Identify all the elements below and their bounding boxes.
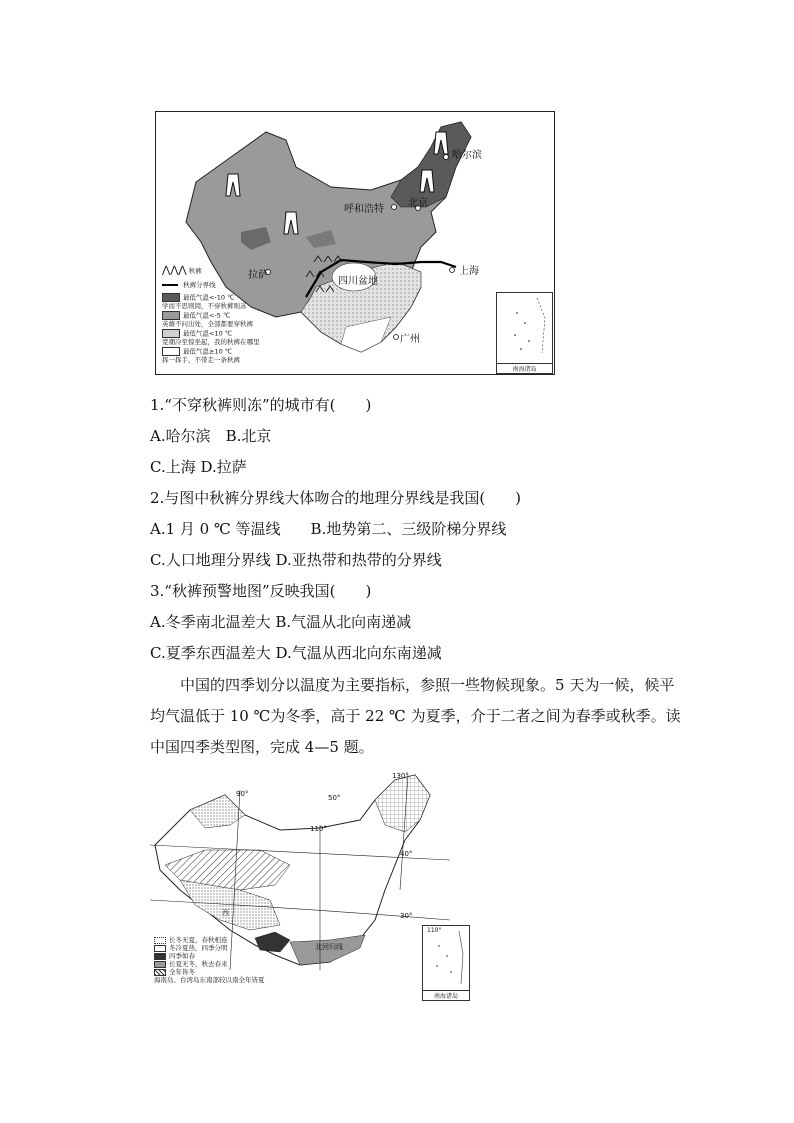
- question-2-option-ab: A.1 月 0 ℃ 等温线 B.地势第二、三级阶梯分界线: [150, 520, 507, 538]
- legend-item-3-line1: 最低气温<10 ℃: [183, 329, 233, 338]
- legend-item-4-line1: 最低气温≥10 ℃: [183, 347, 233, 356]
- tropic-label: 北回归线: [315, 943, 343, 951]
- legend2-swatch-3: [154, 953, 166, 960]
- question-1-option-cd: C.上海 D.拉萨: [150, 458, 247, 476]
- legend2-item-1: 长冬无夏，春秋相连: [169, 936, 228, 944]
- deg-90: 90°: [236, 790, 249, 798]
- deg-30: 30°: [400, 912, 413, 920]
- legend-swatch-3: [162, 329, 180, 338]
- inset-islands: [497, 293, 552, 363]
- inset-deg-110: 110°: [427, 927, 442, 934]
- city-xi: 西: [222, 909, 229, 917]
- question-1-stem: 1.“不穿秋裤则冻”的城市有( ): [150, 396, 372, 414]
- legend-item-4-line2: 挥一挥手，不带走一条秋裤: [162, 356, 240, 364]
- legend2-swatch-5: [154, 969, 166, 976]
- city-guangzhou: 广州: [400, 334, 420, 345]
- legend-item-2-line1: 最低气温<-5 ℃: [183, 311, 231, 320]
- four-seasons-map: [150, 770, 480, 1002]
- deg-40: 40°: [400, 850, 413, 858]
- legend-swatch-1: [162, 293, 180, 302]
- question-3-stem: 3.“秋裤预警地图”反映我国( ): [150, 582, 372, 600]
- legend2-item-4: 长夏无冬，秋去春来: [169, 960, 228, 968]
- city-harbin: 哈尔滨: [452, 150, 482, 161]
- city-hohhot: 呼和浩特: [344, 204, 384, 215]
- inset-label: 南海诸岛: [497, 363, 552, 373]
- deg-130: 130°: [392, 772, 409, 780]
- question-3-option-ab: A.冬季南北温差大 B.气温从北向南递减: [150, 613, 412, 631]
- question-2-option-cd: C.人口地理分界线 D.亚热带和热带的分界线: [150, 551, 442, 569]
- deg-110: 110°: [310, 825, 327, 833]
- map1-legend: [162, 267, 302, 365]
- city-beijing: 北京: [408, 198, 428, 209]
- legend-item-3-line2: 宽潮冷至惊坐起，我的秋裤在哪里: [162, 338, 260, 346]
- legend2-swatch-4: [154, 961, 166, 968]
- city-sichuan: 四川盆地: [338, 276, 378, 287]
- legend2-item-3: 四季如春: [169, 952, 195, 960]
- boundary-line-swatch: [162, 284, 178, 286]
- legend2-item-5: 全年皆冬: [169, 968, 195, 976]
- northeast-region: [391, 122, 471, 207]
- legend-item-1-line1: 最低气温<-10 ℃: [183, 293, 235, 302]
- pants-icon: ⋀⋀⋀: [162, 265, 187, 276]
- deg-50: 50°: [328, 794, 341, 802]
- map1-inset: [496, 292, 553, 374]
- map2-inset: [422, 925, 470, 1001]
- inset2-label: 南海诸岛: [423, 990, 469, 1000]
- city-lhasa: 拉萨: [248, 270, 268, 281]
- legend2-swatch-1: [154, 937, 166, 944]
- legend-line-label: 秋裤分界线: [183, 281, 216, 289]
- question-3-option-cd: C.夏季东西温差大 D.气温从西北向东南递减: [150, 644, 442, 662]
- map2-legend: [154, 936, 265, 984]
- autumn-pants-map: [155, 111, 555, 375]
- question-2-stem: 2.与图中秋裤分界线大体吻合的地理分界线是我国( ): [150, 489, 522, 507]
- paragraph-line-2: 均气温低于 10 ℃为冬季，高于 22 ℃ 为夏季，介于二者之间为春季或秋季。读: [150, 707, 681, 725]
- legend2-item-6: 海南岛、台湾岛东南部较以南全年皆夏: [154, 976, 265, 984]
- paragraph-line-3: 中国四季类型图，完成 4—5 题。: [150, 738, 374, 756]
- question-1-option-ab: A.哈尔滨 B.北京: [150, 427, 272, 445]
- legend-icon-label: 秋裤: [188, 267, 202, 275]
- legend2-swatch-2: [154, 945, 166, 952]
- paragraph-line-1: 中国的四季划分以温度为主要指标，参照一些物候现象。5 天为一候，候平: [150, 676, 675, 694]
- city-shanghai: 上海: [459, 266, 479, 277]
- legend2-item-2: 冬冷夏热，四季分明: [169, 944, 228, 952]
- legend-swatch-2: [162, 311, 180, 320]
- legend-item-2-line2: 英雄不问出处，全部都要穿秋裤: [162, 320, 253, 328]
- inset2-islands: [423, 926, 469, 990]
- legend-swatch-4: [162, 347, 180, 356]
- legend-item-1-line2: 学而不思则罔，不穿秋裤则冻: [162, 302, 247, 310]
